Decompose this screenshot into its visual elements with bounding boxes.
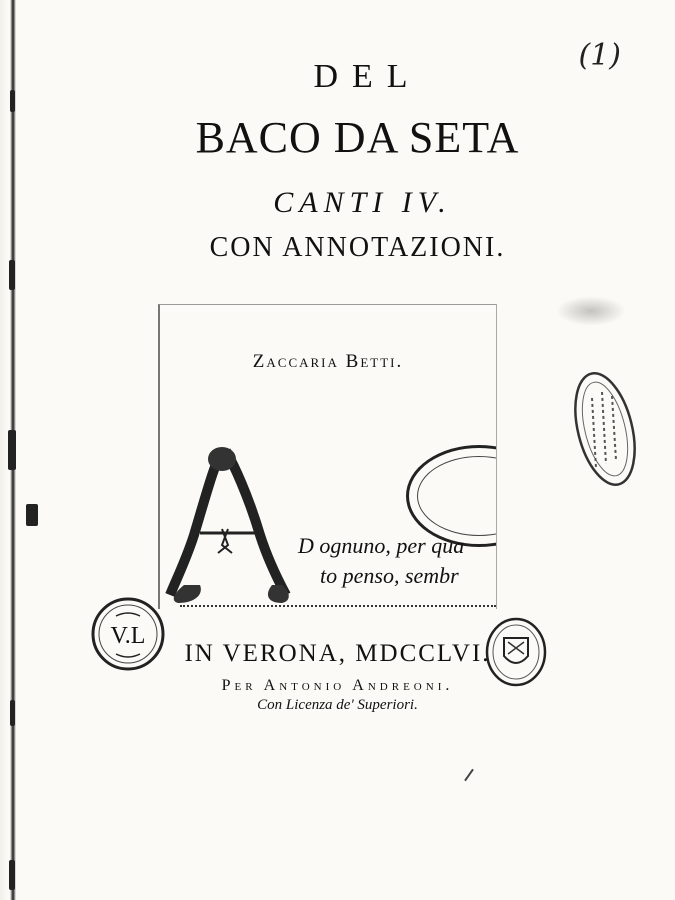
title-line-main: BACO DA SETA: [195, 113, 520, 162]
pasted-author-slip: [158, 304, 497, 609]
imprint-printer: Per Antonio Andreoni.: [221, 677, 454, 694]
library-oval-stamp-icon: [406, 445, 497, 547]
title-line-annotations: CON ANNOTAZIONI.: [209, 232, 506, 263]
imprint-place-date: IN VERONA, MDCCLVI.: [184, 640, 491, 667]
folio-number: (1): [578, 38, 621, 73]
author-name: Zaccaria Betti.: [252, 351, 404, 372]
library-side-stamp-icon: [574, 368, 636, 490]
title-line-canti: CANTI IV.: [273, 186, 452, 219]
decorated-initial-a-icon: [164, 445, 294, 605]
incipit-line-1: D ognuno, per qua: [298, 533, 465, 558]
slip-cut-edge: [180, 599, 496, 607]
title-line-del: DEL: [313, 58, 422, 95]
margin-mark: [464, 769, 474, 782]
imprint-license: Con Licenza de' Superiori.: [257, 697, 418, 713]
vl-stamp-text: V.L: [110, 623, 146, 649]
margin-smudge: [556, 296, 626, 326]
incipit-line-2: to penso, sembr: [320, 563, 459, 588]
